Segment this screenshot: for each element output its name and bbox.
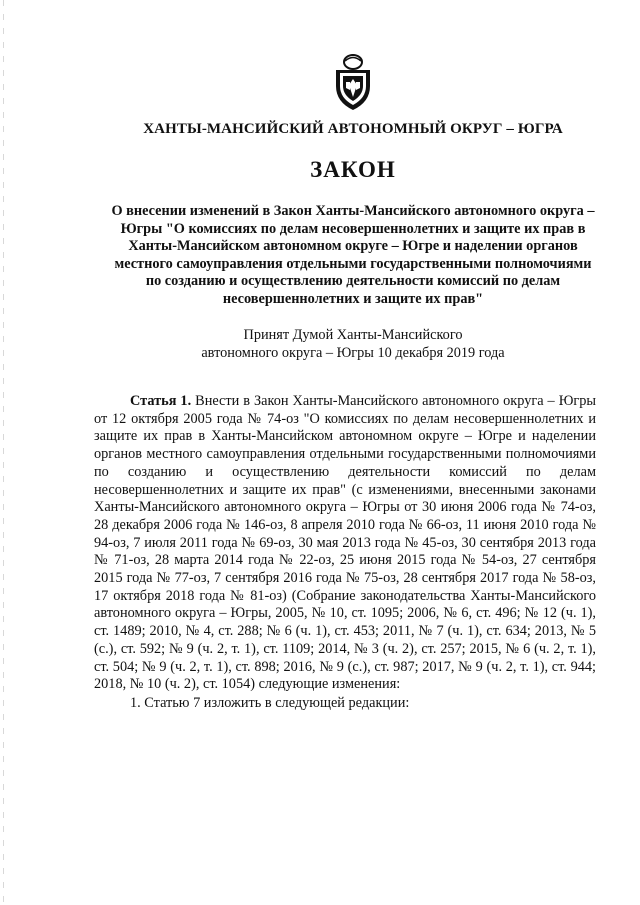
adoption-note-line-2: автономного округа – Югры 10 декабря 2019 года xyxy=(201,345,505,361)
law-subject-title: О внесении изменений в Закон Ханты-Мансийского автономного округа – Югры "О комиссиях по делам несовершеннолетних и защите их прав в Ханты-Мансийском автономном округе – Югре и наделении органов местного самоуправления отдельными государственными полномочиями по созданию и осуществлению деятельности комиссий по делам несовершеннолетних и защите их прав" xyxy=(111,203,595,307)
region-heading: ХАНТЫ-МАНСИЙСКИЙ АВТОНОМНЫЙ ОКРУГ – ЮГРА xyxy=(143,121,563,137)
adoption-note-line-1: Принят Думой Ханты-Мансийского xyxy=(243,327,463,343)
coat-of-arms-emblem xyxy=(332,52,374,112)
scan-edge-artifact xyxy=(3,0,4,905)
adoption-note xyxy=(170,326,536,362)
article-1-paragraph xyxy=(94,393,596,694)
article-1-item-1: 1. Статью 7 изложить в следующей редакции: xyxy=(130,694,410,711)
article-1-label: Статья 1. xyxy=(130,393,192,409)
article-1 xyxy=(94,393,596,713)
document-type-title: ЗАКОН xyxy=(310,157,396,182)
article-1-text: Внести в Закон Ханты-Мансийского автономного округа – Югры от 12 октября 2005 года № 74-оз "О комиссиях по делам несовершеннолетних и защите их прав в Ханты-Мансийском автономном округе – Югре и наделении органов местного самоуправления отдельными государственными полномочиями по созданию и осуществлению деятельности комиссий по делам несовершеннолетних и защите их прав" (с изменениями, внесенными законами Ханты-Мансийского автономного округа – Югры от 30 июня 2006 года № 74-оз, 28 декабря 2006 года № 146-оз, 8 апреля 2010 года № 66-оз, 11 июня 2010 года № 94-оз, 7 июля 2011 года № 69-оз, 30 мая 2013 года № 45-оз, 30 сентября 2013 года № 71-оз, 28 марта 2014 года № 22-оз, 25 июня 2015 года № 54-оз, 27 сентября 2015 года № 77-оз, 7 сентября 2016 года № 75-оз, 28 сентября 2017 года № 58-оз, 17 октября 2018 года № 81-оз) (Собрание законодательства Ханты-Мансийского автономного округа – Югры, 2005, № 10, ст. 1095; 2006, № 6, ст. 496; № 12 (ч. 1), ст. 1489; 2010, № 4, ст. 288; № 6 (ч. 1), ст. 453; 2011, № 7 (ч. 1), ст. 634; 2013, № 5 (с.), ст. 592; № 9 (ч. 2, т. 1), ст. 1109; 2014, № 3 (ч. 2), ст. 257; 2015, № 6 (ч. 2, т. 1), ст. 504; № 9 (ч. 2, т. 1), ст. 898; 2016, № 9 (с.), ст. 987; 2017, № 9 (ч. 2, т. 1), ст. 944; 2018, № 10 (ч. 2), ст. 1054) следующие изменения: xyxy=(94,393,597,693)
